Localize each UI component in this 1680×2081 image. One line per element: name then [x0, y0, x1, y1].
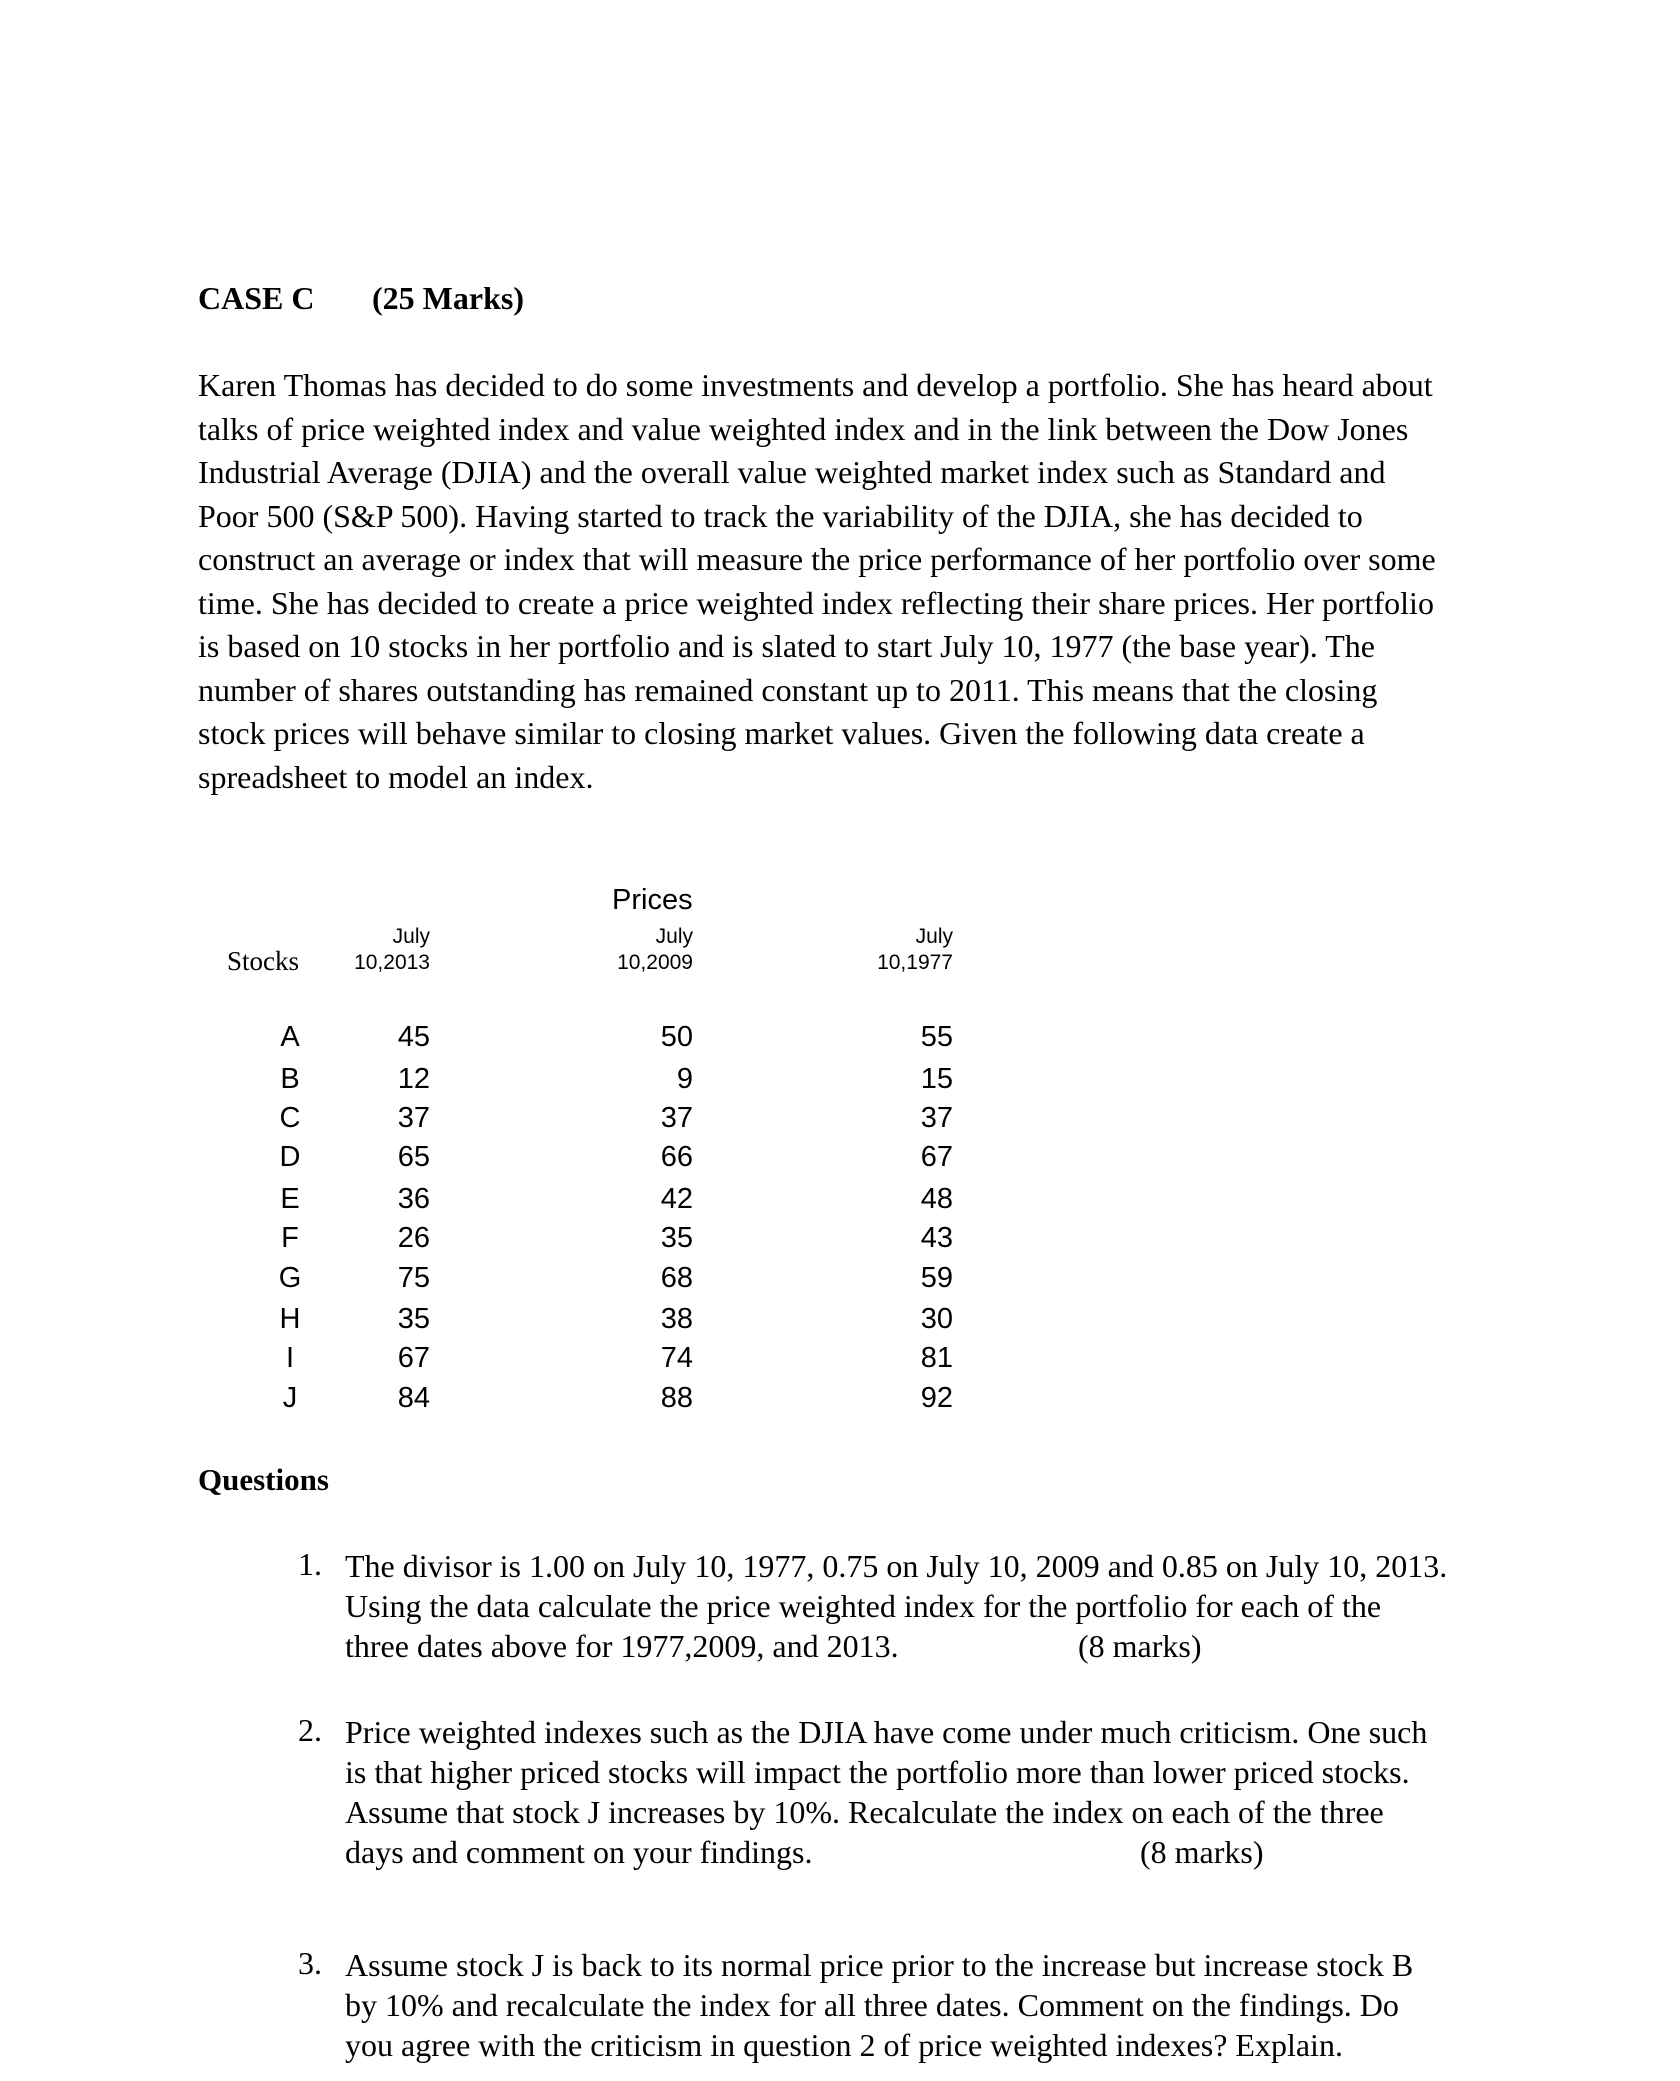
prices-group-header: Prices: [612, 884, 693, 916]
question-line: Using the data calculate the price weighted index for the portfolio for each of the: [345, 1588, 1382, 1624]
intro-line: Poor 500 (S&P 500). Having started to track the variability of the DJIA, she has decided to: [198, 497, 1363, 534]
price-cell-2013: 65: [397, 1141, 430, 1173]
stock-label: A: [280, 1021, 300, 1053]
question-text: [345, 1945, 1413, 2065]
price-cell-1977: 15: [920, 1063, 953, 1095]
price-cell-2009: 66: [660, 1141, 693, 1173]
stock-label: E: [280, 1183, 300, 1215]
question-number: 2.: [298, 1712, 322, 1748]
price-cell-1977: 43: [920, 1222, 953, 1254]
price-cell-2009: 35: [660, 1222, 693, 1254]
column-header-2009: July 10,2009: [617, 925, 693, 974]
column-header-2013: July 10,2013: [354, 925, 430, 974]
intro-line: construct an average or index that will measure the price performance of her portfolio over some: [198, 541, 1436, 577]
question-number: 3.: [298, 1945, 322, 1981]
question-number: 1.: [298, 1546, 322, 1582]
intro-line: spreadsheet to model an index.: [198, 758, 594, 795]
price-cell-2013: 37: [397, 1102, 430, 1134]
price-cell-1977: 81: [920, 1342, 953, 1374]
price-cell-2013: 67: [397, 1342, 430, 1374]
price-cell-2013: 84: [397, 1382, 430, 1414]
question-marks: (8 marks): [1140, 1834, 1264, 1870]
stock-label: F: [281, 1222, 299, 1254]
stock-label: C: [279, 1102, 301, 1134]
price-cell-1977: 92: [920, 1382, 953, 1414]
intro-line: number of shares outstanding has remained constant up to 2011. This means that the closing: [198, 671, 1378, 708]
price-cell-2009: 38: [660, 1303, 693, 1335]
price-cell-1977: 30: [920, 1303, 953, 1335]
intro-line: time. She has decided to create a price weighted index reflecting their share prices. Her portfolio: [198, 584, 1434, 621]
price-cell-2009: 74: [660, 1342, 693, 1374]
price-cell-2009: 42: [660, 1183, 693, 1215]
intro-line: talks of price weighted index and value weighted index and in the link between the Dow Jones: [198, 410, 1409, 447]
intro-line: Karen Thomas has decided to do some investments and develop a portfolio. She has heard about: [198, 367, 1433, 403]
intro-paragraph: [198, 364, 1498, 799]
question-text: [345, 1712, 1427, 1872]
stock-label: B: [280, 1063, 300, 1095]
question-text: [345, 1546, 1447, 1666]
stock-label: G: [278, 1262, 302, 1294]
case-marks: (25 Marks): [372, 280, 524, 316]
intro-line: stock prices will behave similar to closing market values. Given the following data create a: [198, 715, 1365, 751]
question-line: Price weighted indexes such as the DJIA have come under much criticism. One such: [345, 1714, 1428, 1750]
stocks-header: Stocks: [227, 946, 300, 976]
question-line: by 10% and recalculate the index for all three dates. Comment on the findings. Do: [345, 1987, 1399, 2023]
price-cell-2009: 37: [660, 1102, 693, 1134]
stock-label: J: [282, 1382, 298, 1414]
stock-label: H: [279, 1303, 301, 1335]
intro-line: Industrial Average (DJIA) and the overall value weighted market index such as Standard and: [198, 454, 1386, 490]
price-cell-1977: 37: [920, 1102, 953, 1134]
price-cell-1977: 67: [920, 1141, 953, 1173]
question-line: The divisor is 1.00 on July 10, 1977, 0.75 on July 10, 2009 and 0.85 on July 10, 2013.: [345, 1548, 1448, 1584]
price-cell-2013: 75: [397, 1262, 430, 1294]
price-cell-2009: 88: [660, 1382, 693, 1414]
case-title: CASE C: [198, 280, 315, 316]
question-line: you agree with the criticism in question 2 of price weighted indexes? Explain.: [345, 2027, 1343, 2063]
price-cell-2013: 35: [397, 1303, 430, 1335]
intro-line: is based on 10 stocks in her portfolio and is slated to start July 10, 1977 (the base year). The: [198, 628, 1375, 664]
price-cell-2013: 12: [397, 1063, 430, 1095]
price-cell-2009: 50: [660, 1021, 693, 1053]
question-line: three dates above for 1977,2009, and 2013. (8 marks): [345, 1628, 1202, 1664]
question-line: Assume stock J is back to its normal price prior to the increase but increase stock B: [345, 1947, 1414, 1983]
question-marks: (8 marks): [1078, 1628, 1202, 1664]
column-header-1977: July 10,1977: [877, 925, 953, 974]
price-cell-1977: 48: [920, 1183, 953, 1215]
stock-label: D: [279, 1141, 301, 1173]
question-line: Assume that stock J increases by 10%. Recalculate the index on each of the three: [345, 1794, 1384, 1830]
price-cell-2009: 9: [676, 1063, 693, 1095]
price-cell-2009: 68: [660, 1262, 693, 1294]
price-cell-2013: 45: [397, 1021, 430, 1053]
stock-label: I: [285, 1342, 295, 1374]
price-cell-1977: 59: [920, 1262, 953, 1294]
question-line: is that higher priced stocks will impact the portfolio more than lower priced stocks.: [345, 1754, 1410, 1790]
question-line: days and comment on your findings. (8 marks): [345, 1834, 1264, 1870]
questions-heading: Questions: [198, 1462, 329, 1497]
price-cell-2013: 36: [397, 1183, 430, 1215]
price-cell-1977: 55: [920, 1021, 953, 1053]
price-cell-2013: 26: [397, 1222, 430, 1254]
